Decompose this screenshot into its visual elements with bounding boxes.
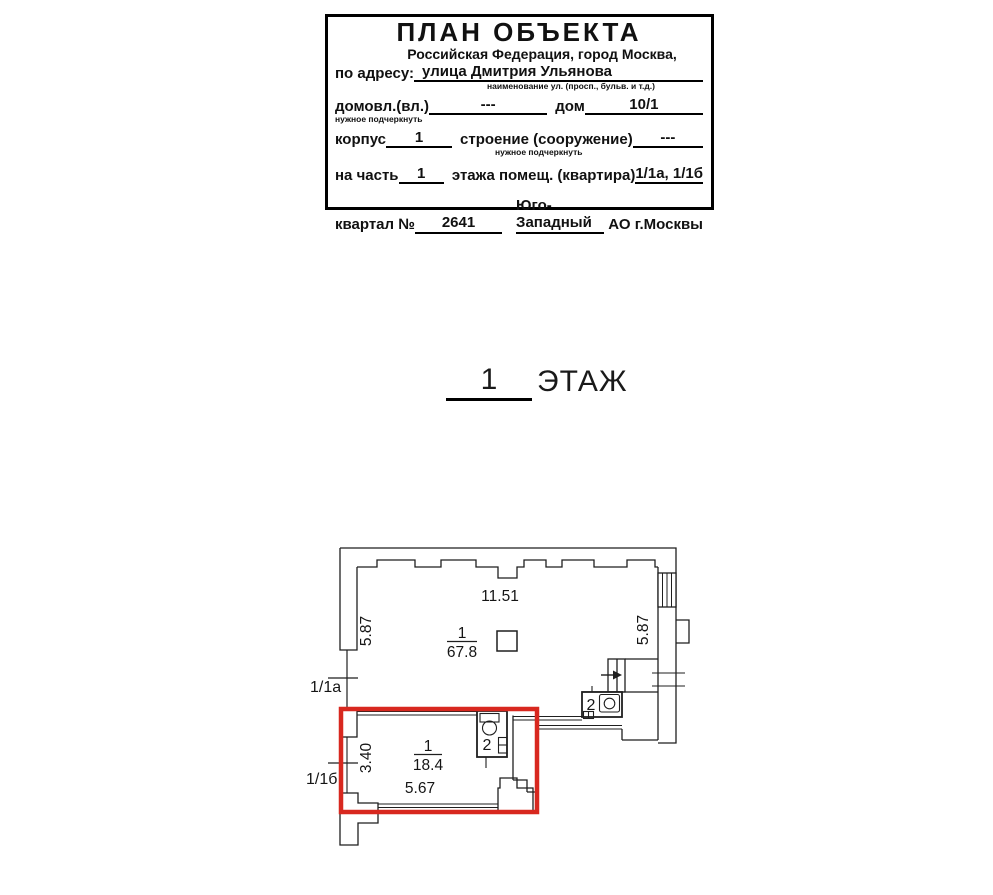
address-hint: наименование ул. (просп., бульв. и т.д.) — [487, 81, 655, 92]
address-row — [335, 63, 703, 82]
house-label: домовл.(вл.) — [335, 97, 429, 115]
stroenie-label: строение (сооружение) — [460, 131, 633, 149]
stroenie-hint: нужное подчеркнуть — [495, 147, 583, 158]
dim-right: 5.87 — [635, 614, 652, 646]
dom-label: дом — [555, 97, 585, 115]
room2-label — [413, 738, 444, 774]
dom-value: 10/1 — [585, 96, 703, 115]
document-title: ПЛАН ОБЪЕКТА — [396, 17, 642, 47]
room1-area: 67.8 — [446, 644, 478, 661]
premise-value: 1/1а, 1/1б — [635, 165, 703, 184]
part-row — [335, 165, 703, 184]
dim-room2-height: 3.40 — [358, 742, 375, 774]
room1-number: 1 — [457, 625, 467, 642]
part-label: на часть — [335, 166, 399, 184]
part-b-label: 1/1б — [306, 771, 338, 788]
premise-label: этажа помещ. (квартира) — [451, 166, 636, 184]
floor-title — [446, 363, 628, 401]
dim-left: 5.87 — [358, 615, 375, 647]
house-value: --- — [429, 96, 547, 115]
floor-word: ЭТАЖ — [537, 365, 628, 398]
wc-flat-b — [477, 711, 507, 768]
house-row — [335, 96, 703, 115]
document-subtitle: Российская Федерация, город Москва, — [407, 46, 677, 63]
wc-b-number: 2 — [482, 737, 492, 754]
wc-main-number: 2 — [586, 697, 596, 714]
korpus-value: 1 — [386, 129, 452, 148]
address-value: улица Дмитрия Ульянова — [414, 63, 703, 82]
korpus-row — [335, 129, 703, 148]
header-box — [325, 14, 714, 234]
part-a-label: 1/1а — [310, 679, 342, 696]
district-value: Юго-Западный — [516, 197, 604, 234]
dim-top: 11.51 — [481, 588, 519, 605]
part-value: 1 — [399, 165, 444, 184]
district-suffix: АО г.Москвы — [608, 216, 703, 234]
room2-number: 1 — [423, 738, 433, 755]
underline-hint: нужное подчеркнуть — [335, 113, 423, 124]
address-label: по адресу: — [335, 64, 415, 82]
part-labels — [306, 679, 341, 788]
room2-area: 18.4 — [412, 757, 444, 774]
column — [497, 631, 517, 651]
hatched-shaft — [658, 573, 676, 607]
floor-plan — [300, 532, 705, 862]
floor-number: 1 — [446, 363, 532, 401]
stroenie-value: --- — [633, 129, 703, 148]
korpus-label: корпус — [335, 131, 387, 149]
kvartal-label: квартал № — [335, 216, 415, 234]
kvartal-value: 2641 — [415, 214, 502, 233]
kvartal-row — [335, 197, 703, 234]
vent-shaft-symbol — [582, 659, 658, 692]
dim-room2-width: 5.67 — [404, 780, 436, 797]
room1-label — [447, 625, 477, 661]
